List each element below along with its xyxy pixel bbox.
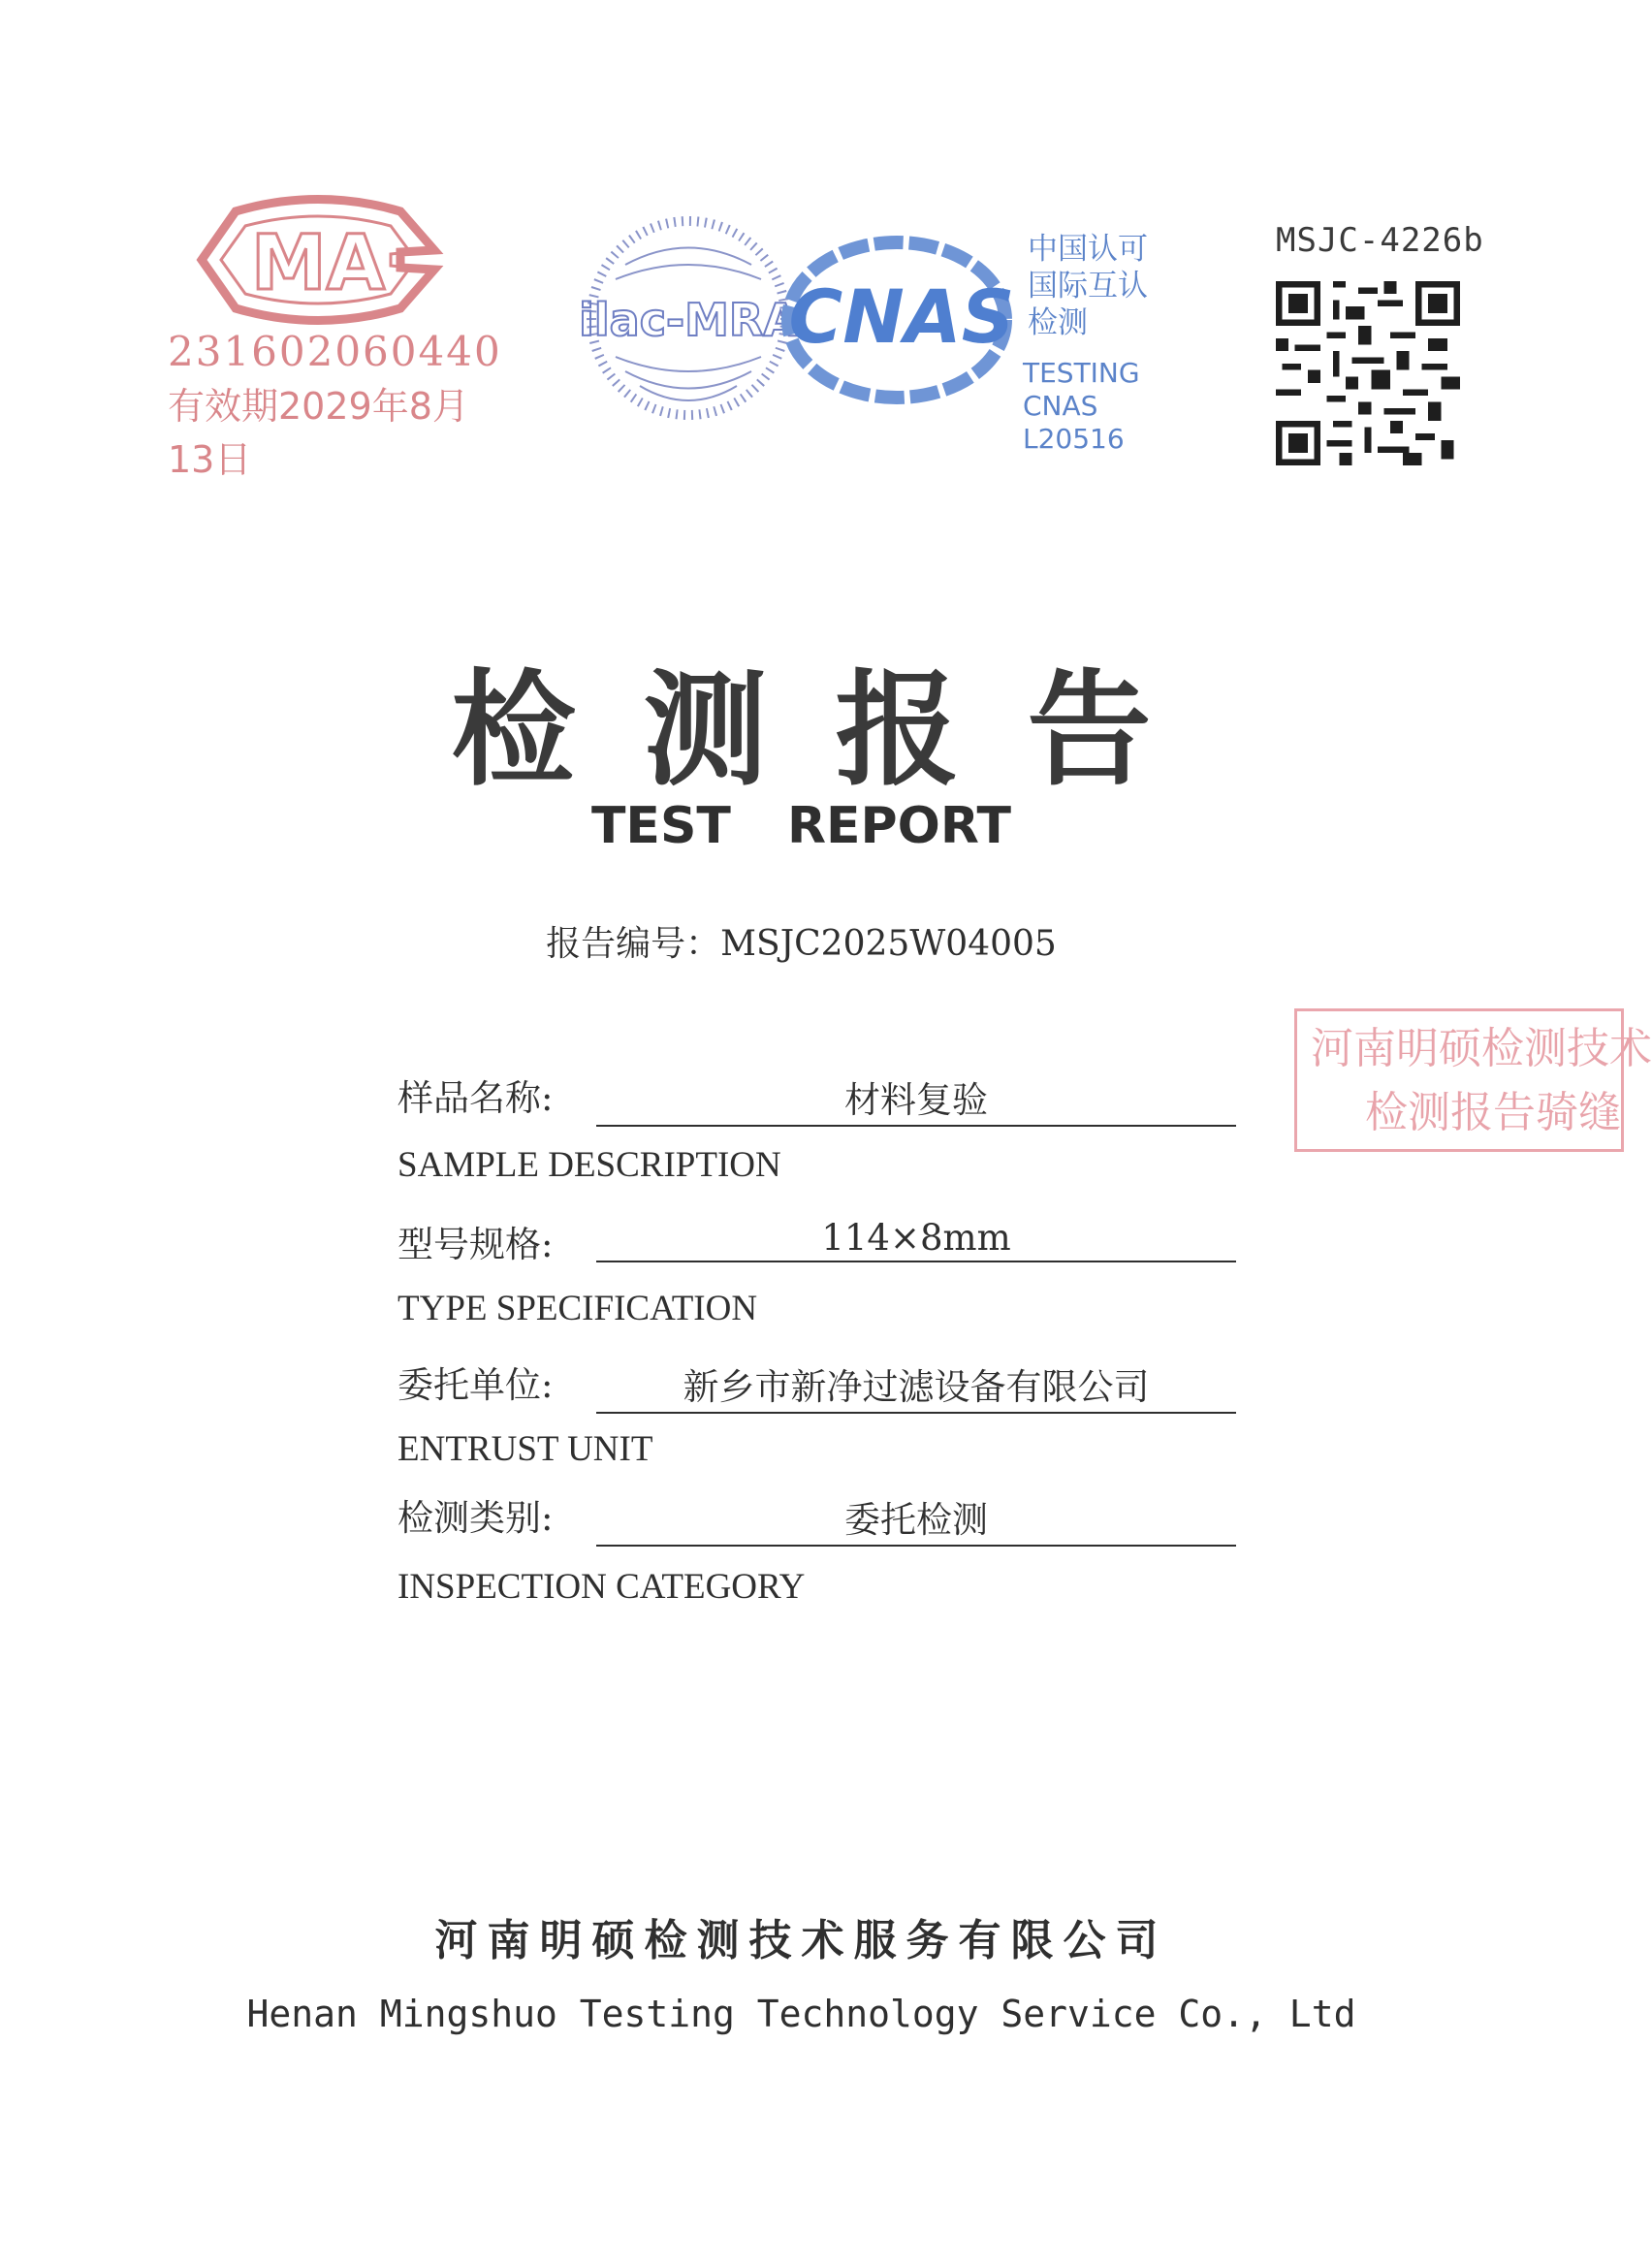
sample-name-value: 材料复验	[596, 1070, 1236, 1127]
report-title-cn: 检测报告	[451, 657, 1220, 803]
sample-name-label: 样品名称:	[397, 1077, 554, 1119]
cnas-cn-line: 国际互认	[1028, 269, 1148, 303]
cnas-en-lines	[1023, 357, 1168, 456]
report-title-en: TEST REPORT	[590, 797, 1012, 855]
seam-stamp-line: 河南明硕检测技术	[1311, 1024, 1652, 1073]
document-code: MSJC-4226b	[1276, 221, 1484, 260]
seam-stamp	[1294, 1008, 1652, 1152]
cma-seal	[163, 192, 502, 481]
cma-validity: 有效期2029年8月13日	[168, 385, 469, 481]
entrust-unit-label: 委托单位:	[397, 1364, 554, 1406]
inspection-category-value: 委托检测	[596, 1490, 1236, 1547]
cma-number: 231602060440	[168, 328, 502, 375]
ilac-cnas-logo-icon	[579, 211, 1032, 434]
cma-logo-icon	[192, 192, 444, 328]
ilac-text: ilac-MRA	[579, 294, 798, 346]
entrust-unit-value: 新乡市新净过滤设备有限公司	[596, 1357, 1236, 1414]
inspection-category-label: 检测类别:	[397, 1497, 554, 1539]
cnas-en-line: CNAS L20516	[1023, 390, 1125, 455]
company-name-cn: 河南明硕检测技术服务有限公司	[434, 1916, 1168, 1965]
type-spec-value: 114×8mm	[596, 1217, 1236, 1262]
cnas-cn-line: 检测	[1028, 305, 1088, 340]
seam-stamp-line: 检测报告骑缝	[1365, 1088, 1621, 1137]
entrust-unit-en-label: ENTRUST UNIT	[397, 1429, 653, 1469]
sample-description-label: SAMPLE DESCRIPTION	[397, 1145, 781, 1185]
cma-mark: MA	[251, 220, 385, 307]
report-number: 报告编号：MSJC2025W04005	[546, 924, 1057, 964]
cnas-cn-lines	[1028, 231, 1148, 341]
cnas-cn-line: 中国认可	[1028, 232, 1148, 267]
inspection-category-en-label: INSPECTION CATEGORY	[397, 1567, 806, 1607]
cnas-en-line: TESTING	[1023, 357, 1140, 389]
type-spec-label: 型号规格:	[397, 1224, 554, 1265]
type-specification-label: TYPE SPECIFICATION	[397, 1289, 758, 1328]
company-name-en: Henan Mingshuo Testing Technology Service Co., Ltd	[246, 1993, 1356, 2035]
accreditation-logos	[579, 211, 1168, 455]
qr-code-icon	[1276, 281, 1460, 465]
cnas-text: CNAS	[788, 273, 1015, 360]
